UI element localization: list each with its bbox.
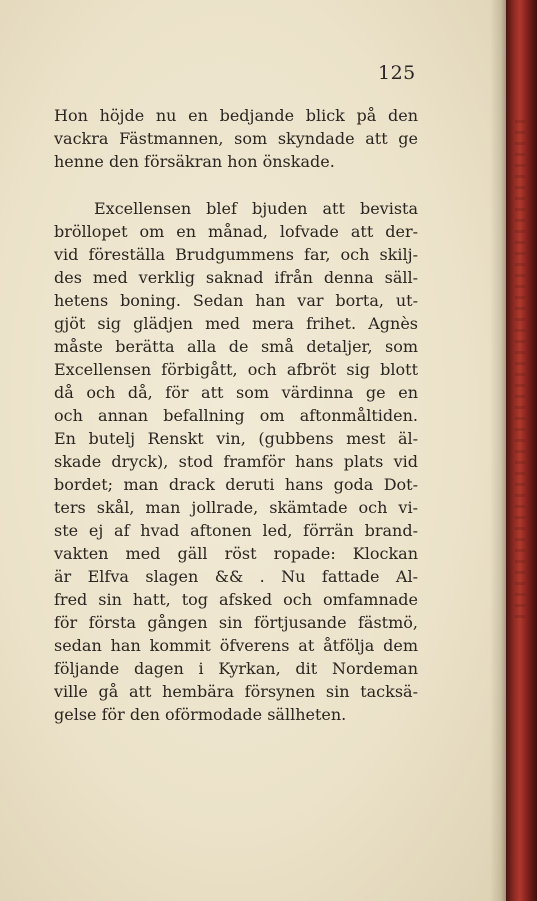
- text-line: bröllopet om en månad, lofvade att der-: [54, 222, 418, 241]
- text-line: skade dryck), stod framför hans plats vid: [54, 452, 418, 471]
- text-line: är Elfva slagen && . Nu fattade Al-: [54, 567, 418, 586]
- text-line: bordet; man drack deruti hans goda Dot-: [54, 475, 418, 494]
- text-line: fred sin hatt, tog afsked och omfamnade: [54, 590, 418, 609]
- text-line: des med verklig saknad ifrån denna säll-: [54, 268, 418, 287]
- text-line: Hon höjde nu en bedjande blick på den: [54, 106, 418, 125]
- text-line: gjöt sig glädjen med mera frihet. Agnès: [54, 314, 418, 333]
- cover-texture: [515, 120, 525, 620]
- paragraph-1: [54, 104, 418, 173]
- text-line: följande dagen i Kyrkan, dit Nordeman: [54, 659, 418, 678]
- text-line: och annan befallning om aftonmåltiden.: [54, 406, 418, 425]
- text-line: ste ej af hvad aftonen led, förrän brand-: [54, 521, 418, 540]
- text-line: Excellensen förbigått, och afbröt sig blott: [54, 360, 418, 379]
- text-line: då och då, för att som värdinna ge en: [54, 383, 418, 402]
- text-line: Excellensen blef bjuden att bevista: [94, 199, 418, 218]
- page-number: 125: [378, 62, 416, 84]
- text-line: sedan han kommit öfverens at åtfölja dem: [54, 636, 418, 655]
- text-line: måste berätta alla de små detaljer, som: [54, 337, 418, 356]
- text-line: vid föreställa Brudgummens far, och skilj-: [54, 245, 418, 264]
- text-line: vackra Fästmannen, som skyndade att ge: [54, 129, 418, 148]
- text-line: ville gå att hembära försynen sin tacksä-: [54, 682, 418, 701]
- text-line: hetens boning. Sedan han var borta, ut-: [54, 291, 418, 310]
- text-line: ters skål, man jollrade, skämtade och vi-: [54, 498, 418, 517]
- text-line: henne den försäkran hon önskade.: [54, 152, 335, 171]
- text-line: En butelj Renskt vin, (gubbens mest äl-: [54, 429, 418, 448]
- paragraph-2: [54, 197, 418, 726]
- text-line: för första gången sin förtjusande fästmö,: [54, 613, 418, 632]
- text-line: vakten med gäll röst ropade: Klockan: [54, 544, 418, 563]
- text-line: gelse för den oförmodade sällheten.: [54, 705, 347, 724]
